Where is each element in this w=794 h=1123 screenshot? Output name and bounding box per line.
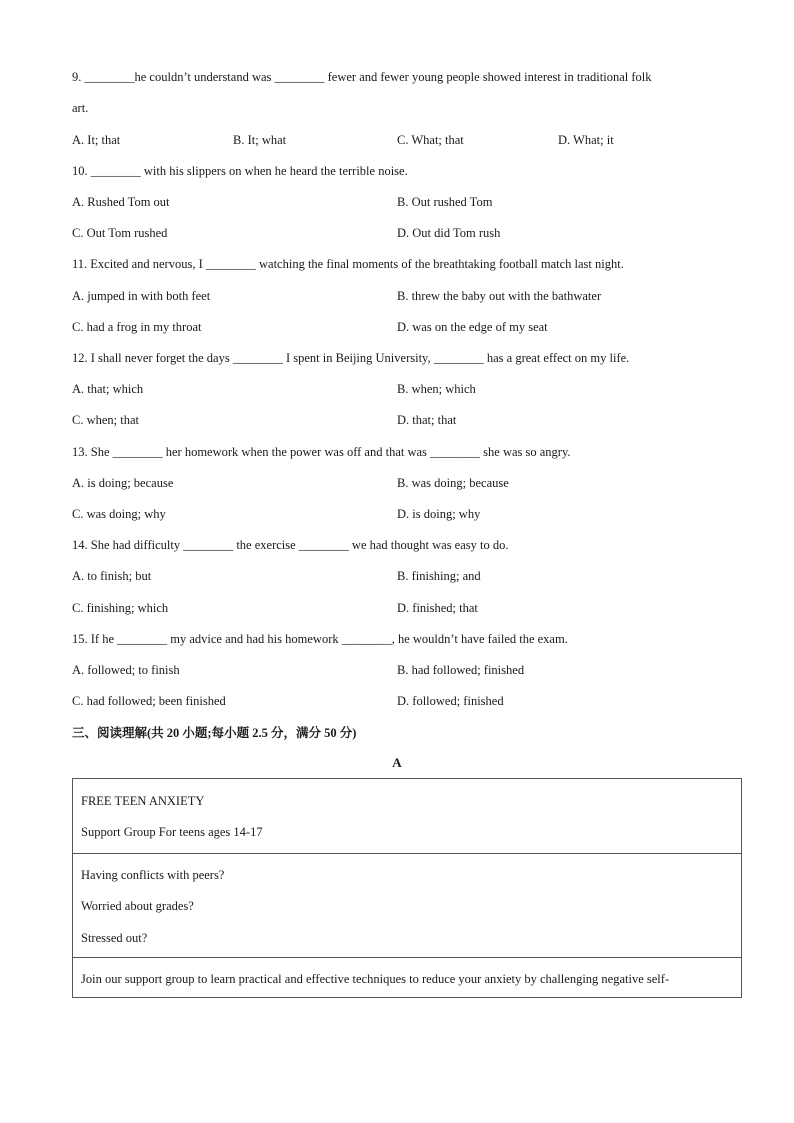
- question-12-option-a: A. that; which: [72, 382, 144, 396]
- question-14-option-d: D. finished; that: [397, 601, 478, 615]
- passage-table-row-2: [73, 853, 741, 957]
- question-15-option-a: A. followed; to finish: [72, 663, 180, 677]
- question-11-option-d: D. was on the edge of my seat: [397, 320, 548, 334]
- question-15-stem: 15. If he ________ my advice and had his homework ________, he wouldn’t have failed the exam.: [72, 632, 568, 646]
- question-11-option-a: A. jumped in with both feet: [72, 289, 211, 303]
- question-13-option-b: B. was doing; because: [397, 476, 509, 490]
- ad-question-3: Stressed out?: [81, 931, 148, 945]
- ad-body-text: Join our support group to learn practical and effective techniques to reduce your anxiety by challenging negative self-: [81, 972, 670, 986]
- ad-subtitle: Support Group For teens ages 14-17: [81, 825, 263, 839]
- question-10-option-c: C. Out Tom rushed: [72, 226, 168, 240]
- ad-question-2: Worried about grades?: [81, 899, 194, 913]
- question-12-option-c: C. when; that: [72, 413, 140, 427]
- question-10-stem: 10. ________ with his slippers on when he heard the terrible noise.: [72, 164, 408, 178]
- question-13-option-a: A. is doing; because: [72, 476, 174, 490]
- question-11-option-c: C. had a frog in my throat: [72, 320, 202, 334]
- question-9-stem-continued: art.: [72, 101, 89, 115]
- question-14-option-b: B. finishing; and: [397, 569, 481, 583]
- section-heading: 三、阅读理解(共 20 小题;每小题 2.5 分，满分 50 分): [72, 726, 357, 740]
- question-12-option-b: B. when; which: [397, 382, 476, 396]
- passage-label: A: [392, 755, 402, 770]
- question-13-option-c: C. was doing; why: [72, 507, 166, 521]
- ad-question-1: Having conflicts with peers?: [81, 868, 225, 882]
- question-12-option-d: D. that; that: [397, 413, 457, 427]
- question-12-stem: 12. I shall never forget the days ________ I spent in Beijing University, ________ has a great effect on my life.: [72, 351, 630, 365]
- question-11-stem: 11. Excited and nervous, I ________ watching the final moments of the breathtaking football match last night.: [72, 257, 624, 271]
- question-15-option-b: B. had followed; finished: [397, 663, 525, 677]
- question-10-option-a: A. Rushed Tom out: [72, 195, 170, 209]
- question-15-option-c: C. had followed; been finished: [72, 694, 226, 708]
- passage-table: [72, 778, 742, 998]
- passage-table-row-3: [73, 957, 741, 997]
- question-10-option-b: B. Out rushed Tom: [397, 195, 493, 209]
- question-13-option-d: D. is doing; why: [397, 507, 481, 521]
- question-9-stem: 9. ________he couldn’t understand was ________ fewer and fewer young people showed interest in traditional folk: [72, 70, 652, 84]
- question-13-stem: 13. She ________ her homework when the power was off and that was ________ she was so angry.: [72, 445, 571, 459]
- question-15-option-d: D. followed; finished: [397, 694, 504, 708]
- question-14-option-a: A. to finish; but: [72, 569, 152, 583]
- question-14-option-c: C. finishing; which: [72, 601, 169, 615]
- question-14-stem: 14. She had difficulty ________ the exercise ________ we had thought was easy to do.: [72, 538, 509, 552]
- question-10-option-d: D. Out did Tom rush: [397, 226, 501, 240]
- passage-table-row-1: [73, 779, 741, 853]
- question-9-option-b: B. It; what: [233, 133, 287, 147]
- ad-title: FREE TEEN ANXIETY: [81, 794, 205, 808]
- question-9-option-d: D. What; it: [558, 133, 614, 147]
- question-11-option-b: B. threw the baby out with the bathwater: [397, 289, 602, 303]
- question-9-option-c: C. What; that: [397, 133, 464, 147]
- question-9-option-a: A. It; that: [72, 133, 121, 147]
